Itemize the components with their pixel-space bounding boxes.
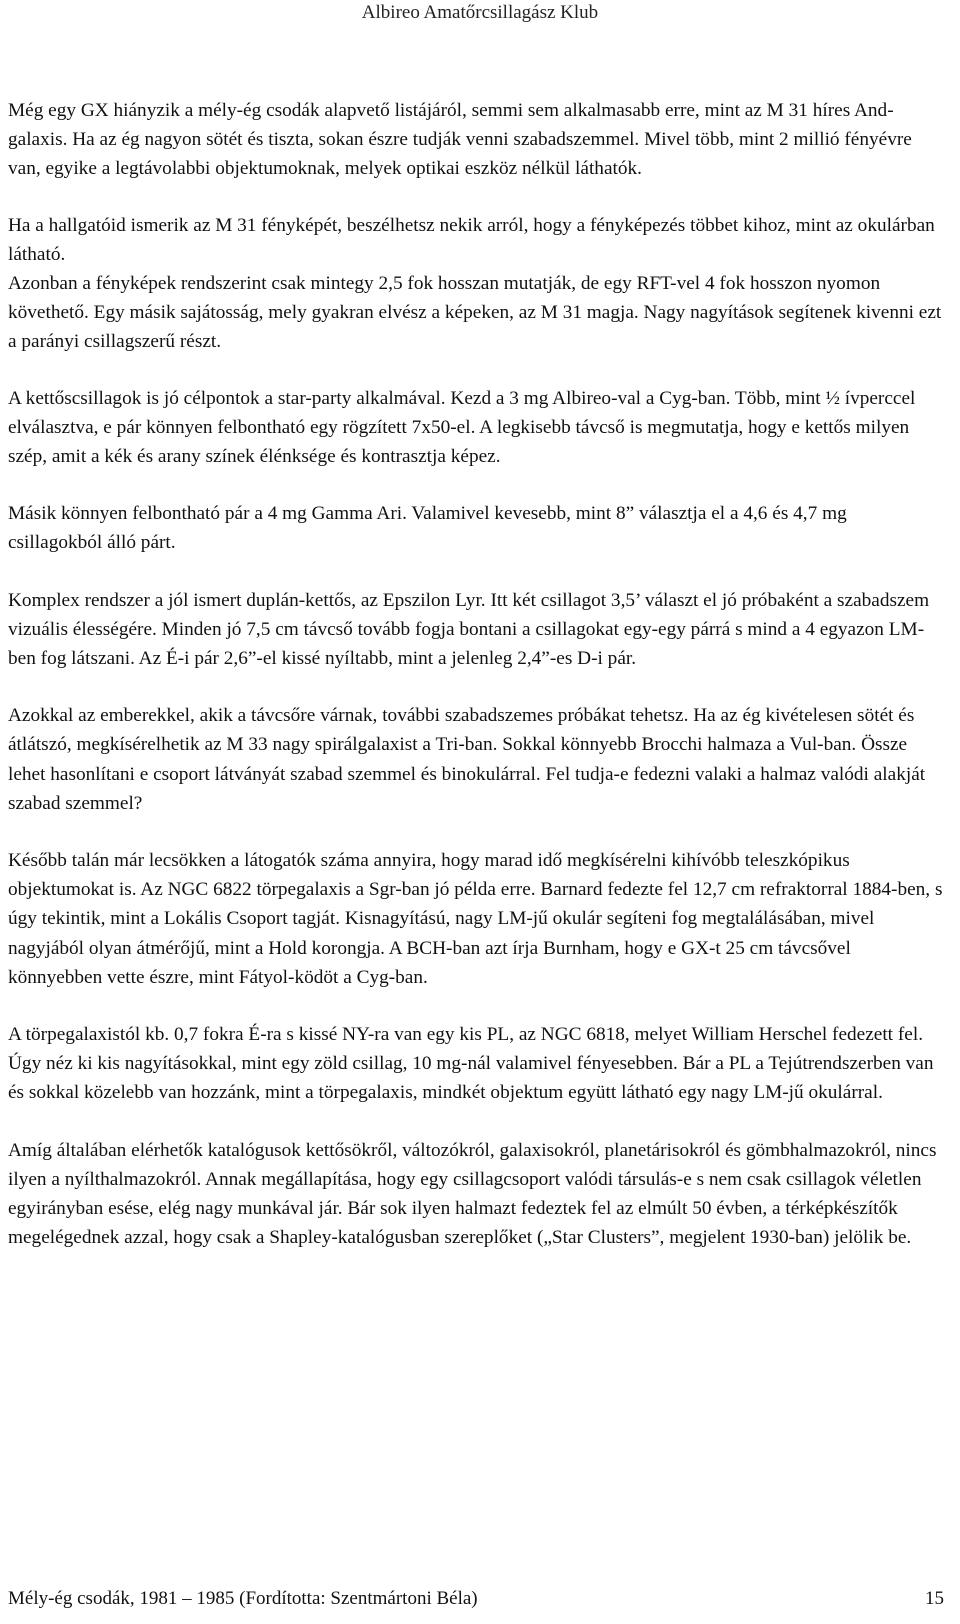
paragraph-gap (8, 1108, 944, 1136)
paragraph-m31-rft: Azonban a fényképek rendszerint csak mintegy 2,5 fok hosszan mutatják, de egy RFT-vel 4 fok hosszon nyomon követhető. Egy másik sajátosság, mely gyakran elvész a képeken, az M 31 magja. Nagy nagyítások segítenek kivenni ezt a parányi csillagszerű részt. (8, 273, 942, 353)
page-footer (8, 1588, 944, 1610)
paragraph-naked-eye: Azokkal az emberekkel, akik a távcsőre várnak, további szabadszemes próbákat tehetsz. Ha az ég kivételesen sötét és átlátszó, megkísérelhetik az M 33 nagy spirálgalaxist a Tri-ban. Sokkal könnyebb Brocchi halmaza a Vul-ban. Össze lehet hasonlítani e csoport látványát szabad szemmel és binokulárral. Fel tudja-e fedezni valaki a halmaz valódi alakját szabad szemmel? (8, 705, 926, 814)
paragraph-ngc6818: A törpegalaxistól kb. 0,7 fokra É-ra s kissé NY-ra van egy kis PL, az NGC 6818, melyet William Herschel fedezett fel. Úgy néz ki kis nagyításokkal, mint egy zöld csillag, 10 mg-nál valamivel fényesebben. Bár a PL a Tejútrendszerben van és sokkal közelebb van hozzánk, mint a törpegalaxis, mindkét objektum együtt látható egy nagy LM-jű okulárral. (8, 1024, 934, 1104)
paragraph-gap (8, 558, 944, 586)
paragraph-gap (8, 673, 944, 701)
paragraph-gap (8, 357, 944, 384)
document-body (8, 96, 944, 1253)
page-number: 15 (925, 1588, 944, 1609)
paragraph-albireo: A kettőscsillagok is jó célpontok a star-party alkalmával. Kezd a 3 mg Albireo-val a Cyg-ban. Több, mint ½ ívperccel elválasztva, e pár könnyen felbontható egy rögzített 7x50-el. A legkisebb távcső is megmutatja, hogy e kettős milyen szép, amit a kék és arany színek élénksége és kontrasztja képez. (8, 387, 916, 468)
paragraph-m31-intro: Még egy GX hiányzik a mély-ég csodák alapvető listájáról, semmi sem alkalmasabb erre, mint az M 31 híres And-galaxis. Ha az ég nagyon sötét és tiszta, sokan észre tudják venni szabadszemmel. Mivel több, mint 2 millió fényévre van, egyike a legtávolabbi objektumoknak, melyek optikai eszköz nélkül láthatók. (8, 100, 912, 180)
paragraph-gap (8, 818, 944, 846)
paragraph-gap (8, 184, 944, 211)
page-header: Albireo Amatőrcsillagász Klub (361, 2, 599, 23)
footer-source: Mély-ég csodák, 1981 – 1985 (Fordította: Szentmártoni Béla) (8, 1588, 478, 1609)
paragraph-gap (8, 992, 944, 1020)
paragraph-gamma-ari: Másik könnyen felbontható pár a 4 mg Gamma Ari. Valamivel kevesebb, mint 8” választja el a 4,6 és 4,7 mg csillagokból álló párt. (8, 503, 847, 554)
paragraph-epsilon-lyr: Komplex rendszer a jól ismert duplán-kettős, az Epszilon Lyr. Itt két csillagot 3,5’ választ el jó próbaként a szabadszem vizuális élességére. Minden jó 7,5 cm távcső tovább fogja bontani a csillagokat egy-egy párrá s mind a 4 egyazon LM-ben fog látszani. Az É-i pár 2,6”-el kissé nyíltabb, mint a jelenleg 2,4”-es D-i pár. (8, 589, 930, 670)
paragraph-gap (8, 471, 944, 499)
paragraph-ngc6822: Később talán már lecsökken a látogatók száma annyira, hogy marad idő megkísérelni kihívóbb teleszkópikus objektumokat is. Az NGC 6822 törpegalaxis a Sgr-ban jó példa erre. Barnard fedezte fel 12,7 cm refraktorral 1884-ben, s úgy tekintik, mint a Lokális Csoport tagját. Kisnagyítású, nagy LM-jű okulár segíteni fog megtalálásában, mivel nagyjából olyan átmérőjű, mint a Hold korongja. A BCH-ban azt írja Burnham, hogy e GX-t 25 cm távcsővel könnyebben vette észre, mint Fátyol-ködöt a Cyg-ban. (8, 850, 943, 988)
paragraph-m31-photo: Ha a hallgatóid ismerik az M 31 fényképét, beszélhetsz nekik arról, hogy a fényképezés többet kihoz, mint az okulárban látható. (8, 214, 935, 265)
paragraph-open-clusters: Amíg általában elérhetők katalógusok kettősökről, változókról, galaxisokról, planetárisokról és gömbhalmazokról, nincs ilyen a nyílthalmazokról. Annak megállapítása, hogy egy csillagcsoport valódi társulás-e s nem csak csillagok véletlen egyirányban esése, elég nagy munkával jár. Bár sok ilyen halmazt fedeztek fel az elmúlt 50 évben, a térképkészítők megelégednek azzal, hogy csak a Shapley-katalógusban szereplőket („Star Clusters”, megjelent 1930-ban) jelölik be. (8, 1139, 937, 1249)
